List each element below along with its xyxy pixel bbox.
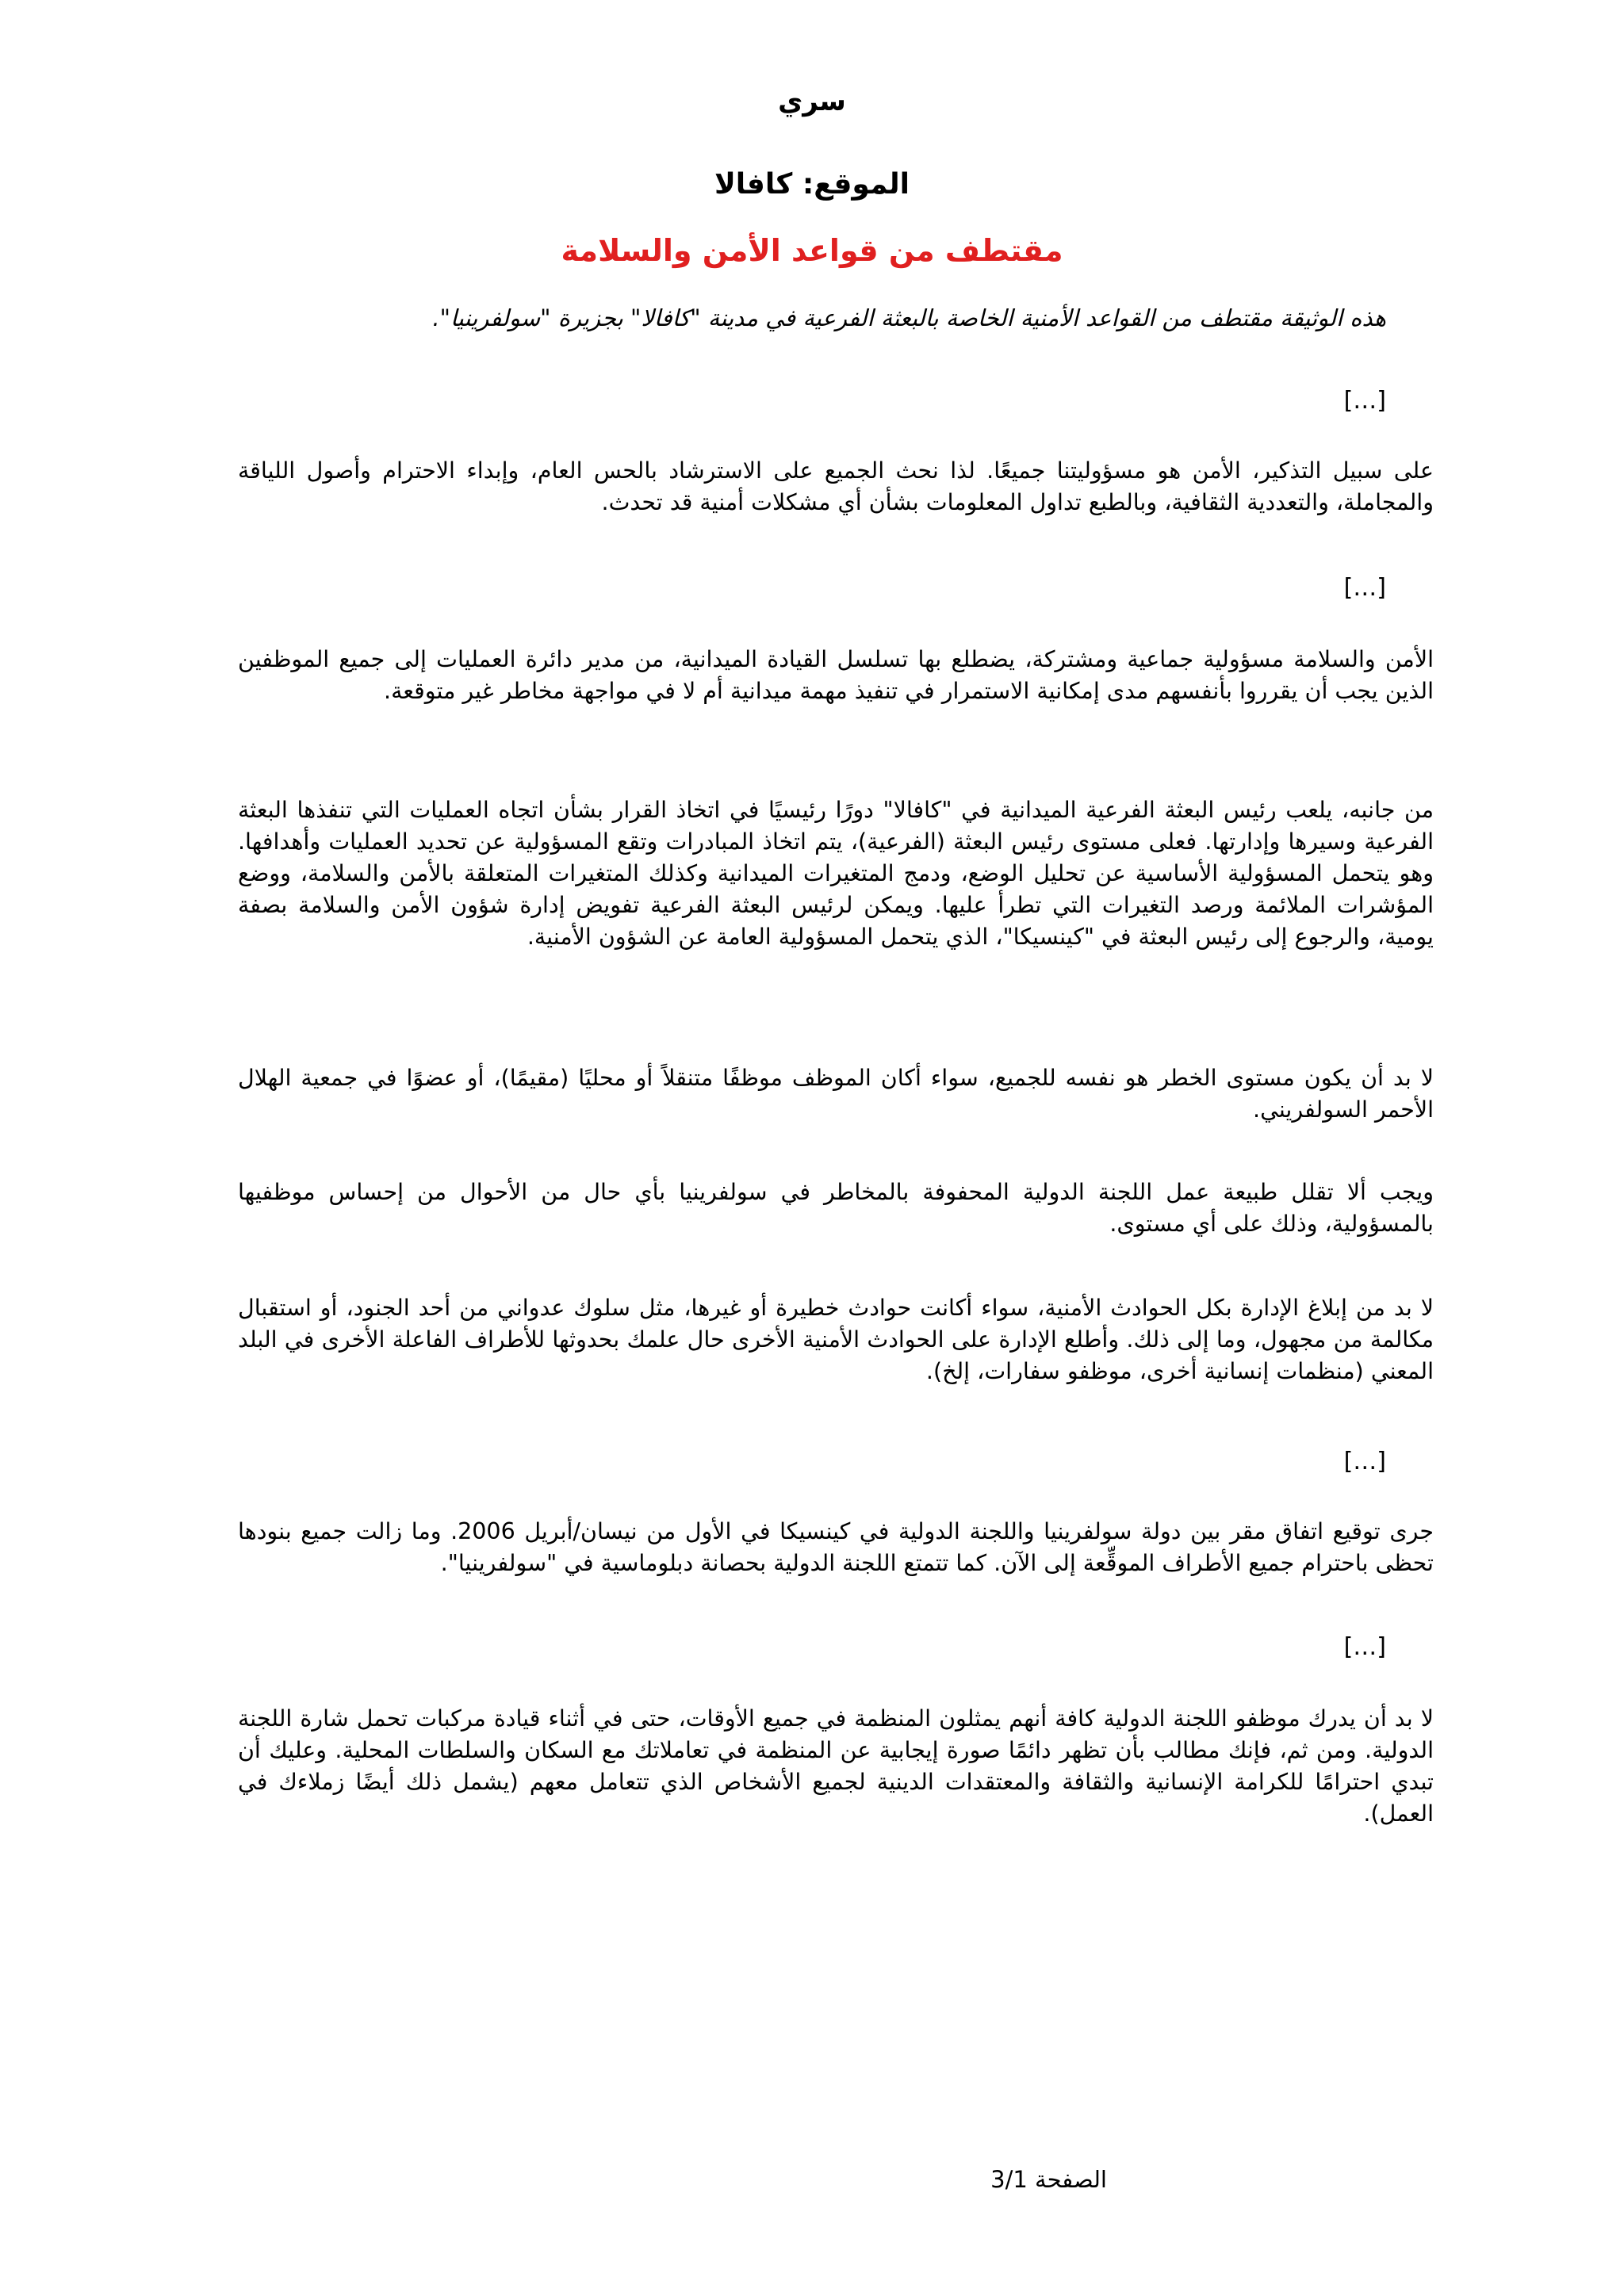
paragraph-text: ويجب ألا تقلل طبيعة عمل اللجنة الدولية المحفوفة بالمخاطر في سولفرينيا بأي حال من الأحوال من إحساس موظفيها بالمسؤولية، وذلك على أي مستوى.	[238, 1179, 1434, 1237]
paragraph-headquarters-agreement	[238, 1516, 1434, 1579]
paragraph-text: لا بد من إبلاغ الإدارة بكل الحوادث الأمنية، سواء أكانت حوادث خطيرة أو غيرها، مثل سلوك عدواني من أحد الجنود، أو استقبال مكالمة من مجهول، وما إلى ذلك. وأطلع الإدارة على الحوادث الأمنية الأخرى حال علمك بحدوثها للأطراف الفاعلة الأخرى في البلد المعني (منظمات إنسانية أخرى، موظفو سفارات، إلخ).	[238, 1295, 1434, 1384]
paragraph-responsibility	[238, 455, 1434, 519]
page-number: الصفحة 3/1	[990, 2166, 1107, 2193]
paragraph-incident-reporting	[238, 1292, 1434, 1387]
intro-note: هذه الوثيقة مقتطف من القواعد الأمنية الخاصة بالبعثة الفرعية في مدينة "كافالا" بجزيرة "سولفرينيا".	[432, 304, 1386, 331]
paragraph-text: جرى توقيع اتفاق مقر بين دولة سولفرينيا واللجنة الدولية في كينسيكا في الأول من نيسان/أبريل 2006. وما زالت جميع بنودها تحظى باحترام جميع الأطراف الموقِّعة إلى الآن. كما تتمتع اللجنة الدولية بحصانة دبلوماسية في "سولفرينيا".	[238, 1518, 1434, 1576]
classification-label: سري	[778, 86, 846, 117]
paragraph-text: لا بد أن يكون مستوى الخطر هو نفسه للجميع، سواء أكان الموظف موظفًا متنقلاً أو محليًا (مقيمًا)، أو عضوًا في جمعية الهلال الأحمر السولفريني.	[238, 1065, 1434, 1123]
omission-marker: […]	[1343, 1633, 1386, 1661]
omission-marker: […]	[1343, 574, 1386, 602]
omission-marker: […]	[1343, 387, 1386, 415]
paragraph-head-of-subdelegation	[238, 794, 1434, 953]
paragraph-text: الأمن والسلامة مسؤولية جماعية ومشتركة، يضطلع بها تسلسل القيادة الميدانية، من مدير دائرة العمليات إلى جميع الموظفين الذين يجب أن يقرروا بأنفسهم مدى إمكانية الاستمرار في تنفيذ مهمة ميدانية أم لا في مواجهة مخاطر غير متوقعة.	[238, 646, 1434, 704]
paragraph-staff-responsibility	[238, 1177, 1434, 1240]
paragraph-text: لا بد أن يدرك موظفو اللجنة الدولية كافة أنهم يمثلون المنظمة في جميع الأوقات، حتى في أثناء قيادة مركبات تحمل شارة اللجنة الدولية. ومن ثم، فإنك مطالب بأن تظهر دائمًا صورة إيجابية عن المنظمة في تعاملاتك مع السكان والسلطات المحلية. وعليك أن تبدي احترامًا للكرامة الإنسانية والثقافة والمعتقدات الدينية لجميع الأشخاص الذي تتعامل معهم (يشمل ذلك أيضًا زملاءك في العمل).	[238, 1705, 1434, 1827]
location-heading: الموقع: كافالا	[714, 168, 910, 201]
paragraph-collective-security	[238, 644, 1434, 707]
document-title: مقتطف من قواعد الأمن والسلامة	[561, 233, 1063, 268]
paragraph-representation	[238, 1703, 1434, 1830]
paragraph-text: من جانبه، يلعب رئيس البعثة الفرعية الميدانية في "كافالا" دورًا رئيسيًا في اتخاذ القرار بشأن اتجاه العمليات التي تنفذها البعثة الفرعية وسيرها وإدارتها. فعلى مستوى رئيس البعثة (الفرعية)، يتم اتخاذ المبادرات وتقع المسؤولية عن تحديد العمليات وأهدافها. وهو يتحمل المسؤولية الأساسية عن تحليل الوضع، ودمج المتغيرات الميدانية وكذلك المتغيرات المتعلقة بالأمن والسلامة، ووضع المؤشرات الملائمة ورصد التغيرات التي تطرأ عليها. ويمكن لرئيس البعثة الفرعية تفويض إدارة شؤون الأمن والسلامة بصفة يومية، والرجوع إلى رئيس البعثة في "كينسيكا"، الذي يتحمل المسؤولية العامة عن الشؤون الأمنية.	[238, 797, 1434, 950]
paragraph-text: على سبيل التذكير، الأمن هو مسؤوليتنا جميعًا. لذا نحث الجميع على الاسترشاد بالحس العام، وإبداء الاحترام وأصول اللياقة والمجاملة، والتعددية الثقافية، وبالطبع تداول المعلومات بشأن أي مشكلات أمنية قد تحدث.	[238, 457, 1434, 515]
omission-marker: […]	[1343, 1448, 1386, 1475]
paragraph-risk-level	[238, 1062, 1434, 1126]
